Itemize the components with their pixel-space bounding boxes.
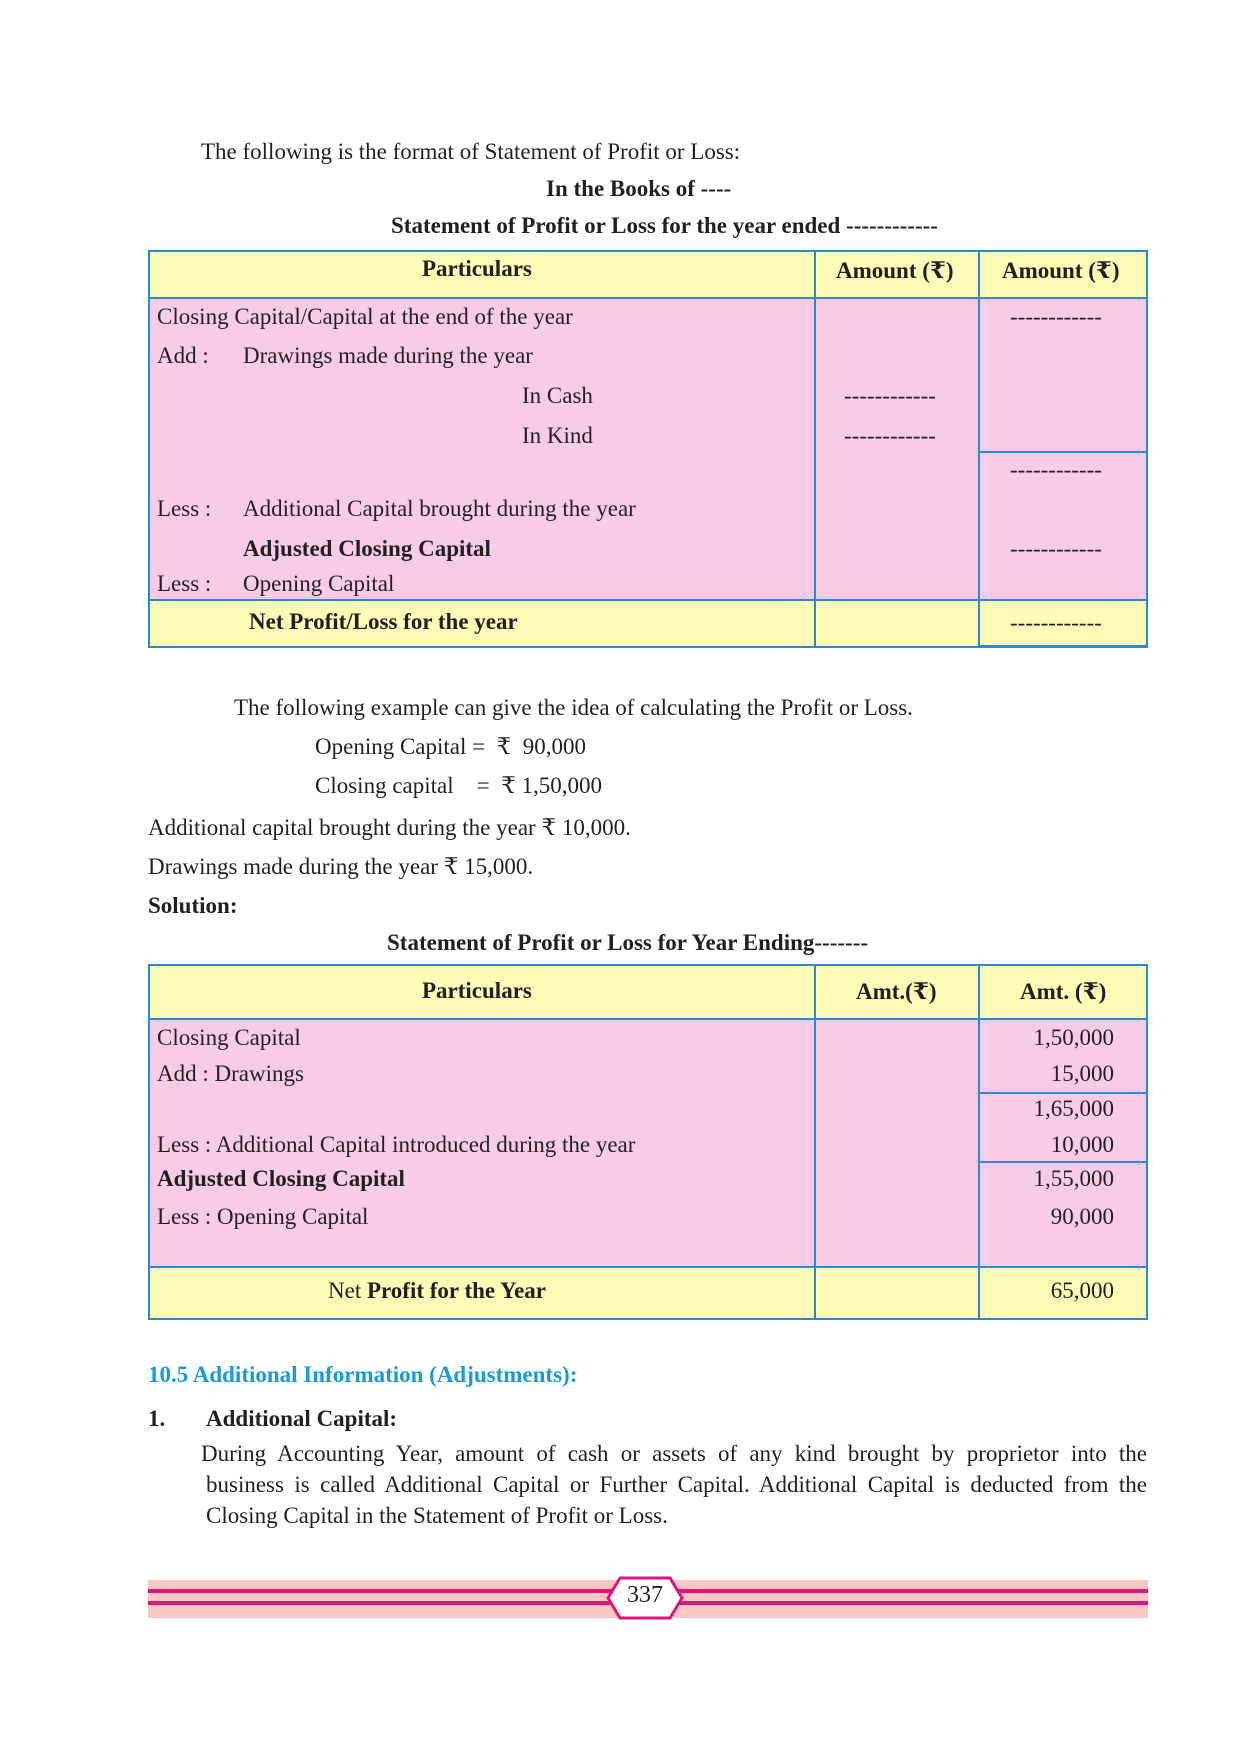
solution-header-row <box>150 966 1146 1018</box>
format-additional-capital: Additional Capital brought during the year <box>243 496 636 521</box>
example-additional: Additional capital brought during the year ₹ 10,000. <box>148 815 631 840</box>
solution-table <box>148 964 1148 1320</box>
format-opening-capital: Opening Capital <box>243 571 395 596</box>
format-header-particulars: Particulars <box>422 256 532 281</box>
value-closing: 1,50,000 <box>1033 1025 1114 1050</box>
value-net: 65,000 <box>1050 1278 1114 1303</box>
paragraph-line-3: Closing Capital in the Statement of Profit or Loss. <box>206 1503 668 1528</box>
solution-less-additional: Less : Additional Capital introduced during the year <box>157 1132 636 1157</box>
format-dash-subtotal: ------------ <box>1010 457 1102 482</box>
format-dash-kind: ------------ <box>844 423 936 448</box>
solution-label: Solution: <box>148 893 238 918</box>
format-dash-adjusted: ------------ <box>1010 536 1102 561</box>
page-number: 337 <box>627 1582 663 1608</box>
paragraph-line-2: business is called Additional Capital or Further Capital. Additional Capital is deducted from the <box>206 1472 1147 1497</box>
solution-header-particulars: Particulars <box>422 978 532 1003</box>
solution-net-prefix: Net <box>328 1278 367 1303</box>
value-additional: 10,000 <box>1050 1132 1114 1157</box>
format-body <box>150 299 1146 599</box>
value-subtotal: 1,65,000 <box>1033 1096 1114 1121</box>
value-opening: 90,000 <box>1050 1204 1114 1229</box>
format-header-amount2: Amount (₹) <box>1002 258 1120 283</box>
example-closing: Closing capital = ₹ 1,50,000 <box>315 773 602 798</box>
paragraph-line-1: During Accounting Year, amount of cash or assets of any kind brought by proprietor into the <box>201 1441 1147 1466</box>
example-intro: The following example can give the idea of calculating the Profit or Loss. <box>234 695 913 720</box>
solution-add-drawings: Add : Drawings <box>157 1061 304 1086</box>
format-header-amount1: Amount (₹) <box>836 258 954 283</box>
value-drawings: 15,000 <box>1050 1061 1114 1086</box>
format-net-row <box>150 601 1146 646</box>
intro-text: The following is the format of Statement of Profit or Loss: <box>201 139 741 164</box>
format-header-row <box>150 252 1146 298</box>
solution-less-opening: Less : Opening Capital <box>157 1204 369 1229</box>
format-adjusted-closing: Adjusted Closing Capital <box>243 536 491 561</box>
solution-body <box>150 1020 1146 1266</box>
solution-header-amt1: Amt.(₹) <box>856 979 937 1004</box>
format-less-label-2: Less : <box>157 571 212 596</box>
solution-closing-capital: Closing Capital <box>157 1025 301 1050</box>
example-opening: Opening Capital = ₹ 90,000 <box>315 734 586 759</box>
books-title: In the Books of ---- <box>546 176 732 201</box>
section-heading: 10.5 Additional Information (Adjustments): <box>148 1362 578 1387</box>
solution-net-row <box>150 1268 1146 1318</box>
format-less-label-1: Less : <box>157 496 212 521</box>
example-drawings: Drawings made during the year ₹ 15,000. <box>148 854 534 879</box>
format-net-profit: Net Profit/Loss for the year <box>249 609 518 634</box>
format-closing-capital: Closing Capital/Capital at the end of the year <box>157 304 573 329</box>
solution-net-bold: Profit for the Year <box>366 1278 547 1303</box>
statement-title: Statement of Profit or Loss for the year ended ------------ <box>391 213 938 238</box>
item-number: 1. <box>148 1406 166 1431</box>
format-in-cash: In Cash <box>522 383 593 408</box>
solution-title: Statement of Profit or Loss for Year Ending------- <box>387 930 869 955</box>
solution-header-amt2: Amt. (₹) <box>1020 979 1107 1004</box>
item-title: Additional Capital: <box>206 1406 398 1431</box>
format-dash-cash: ------------ <box>844 383 936 408</box>
format-dash-closing: ------------ <box>1010 304 1102 329</box>
format-table <box>148 250 1148 648</box>
solution-net-label <box>328 1278 546 1304</box>
format-in-kind: In Kind <box>522 423 593 448</box>
format-add-label: Add : <box>157 343 209 368</box>
solution-adjusted: Adjusted Closing Capital <box>157 1166 405 1191</box>
value-adjusted: 1,55,000 <box>1033 1166 1114 1191</box>
format-drawings: Drawings made during the year <box>243 343 533 368</box>
format-dash-net: ------------ <box>1010 610 1102 635</box>
